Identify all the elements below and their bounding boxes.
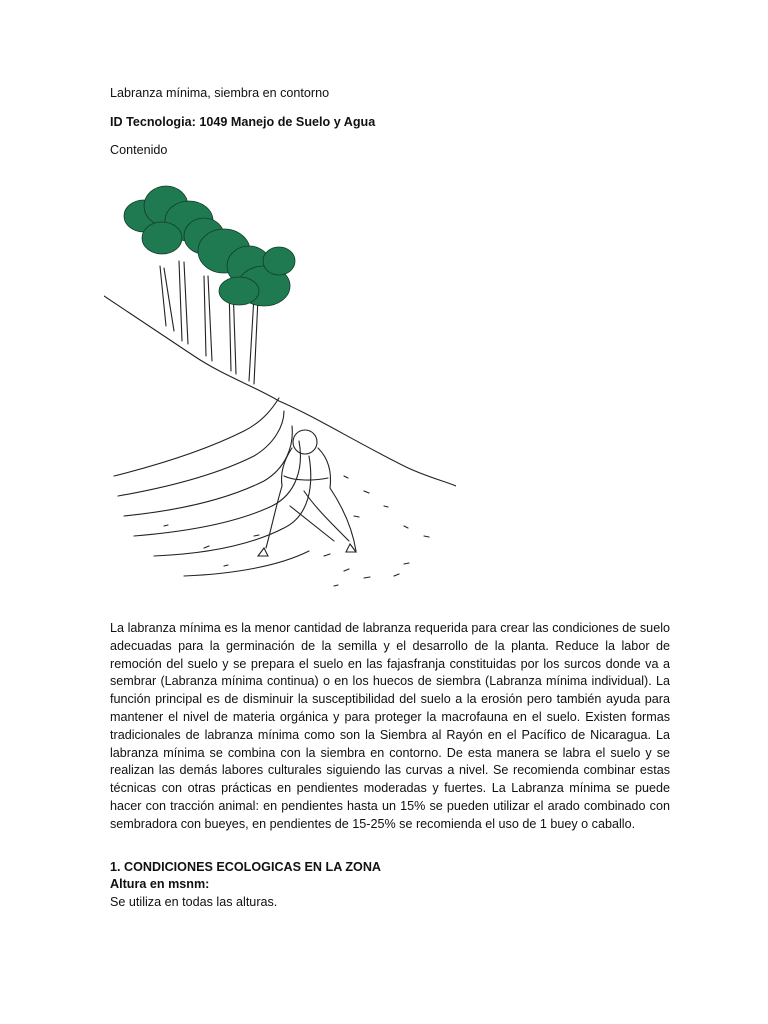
section-heading: 1. CONDICIONES ECOLOGICAS EN LA ZONA [110, 860, 382, 874]
farmer-contour-planting-illustration [104, 176, 456, 600]
contents-label: Contenido [110, 143, 168, 157]
main-paragraph: La labranza mínima es la menor cantidad de labranza requerida para crear las condiciones de suelo adecuadas para la germinación de la semilla y el desarrollo de la planta. Reduce la labor de remoción del suelo y se prepara el suelo en las fajasfranja constituidas por los surcos donde va a sembrar (Labranza mínima continua) o en los huecos de siembra (Labranza mínima individual). La función principal es de disminuir la susceptibilidad del suelo a la erosión pero también ayuda para mantener el nivel de materia orgánica y para proteger la macrofauna en el suelo. Existen formas tradicionales de labranza mínima como son la Siembra al Rayón en el Pacífico de Nicaragua. La labranza mínima se combina con la siembra en contorno. De esta manera se labra el suelo y se realizan las demás labores culturales siguiendo las curvas a nivel. Se recomienda combinar estas técnicas con otras prácticas en pendientes moderadas y fuertes. La Labranza mínima se puede hacer con tracción animal: en pendientes hasta un 15% se pueden utilizar el arado combinado con sembradora con bueyes, en pendientes de 15-25% se recomienda el uso de 1 buey o caballo. [110, 621, 670, 831]
altitude-text: Se utiliza en todas las alturas. [110, 895, 278, 909]
technology-id: ID Tecnologia: 1049 Manejo de Suelo y Agua [110, 115, 376, 129]
document-title: Labranza mínima, siembra en contorno [110, 86, 330, 100]
altitude-subheading: Altura en msnm: [110, 877, 210, 891]
